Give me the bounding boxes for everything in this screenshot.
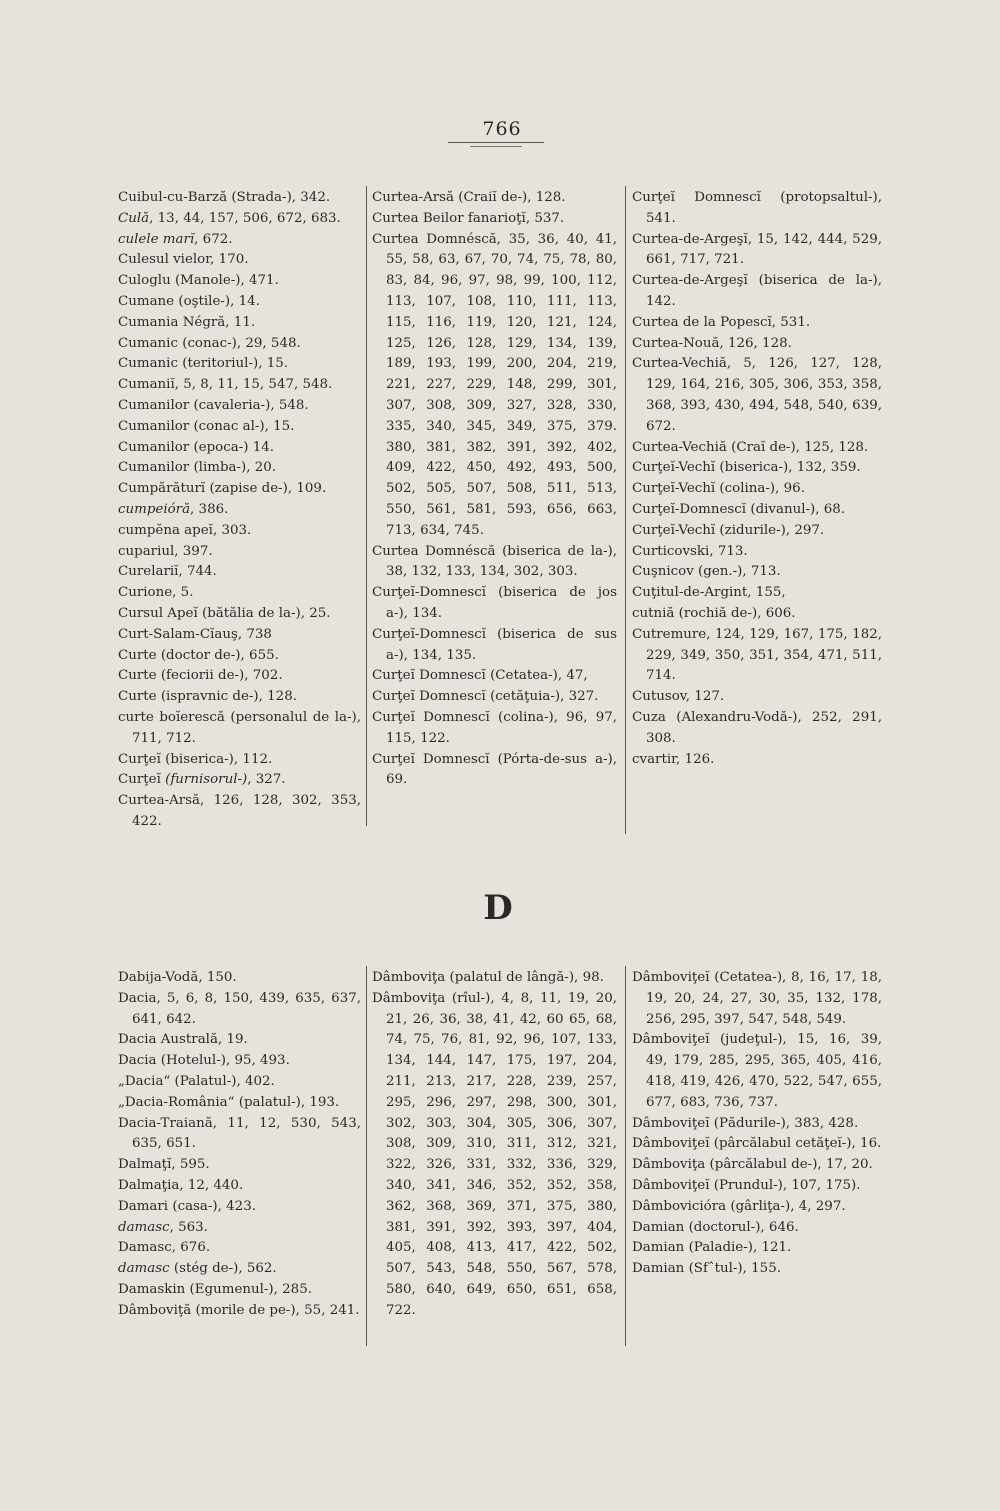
index-entry: Damian (Sfˆtul-), 155.: [632, 1261, 781, 1277]
index-entry: Dacia-Traiană, 11, 12, 530, 543, 635, 651.: [118, 1115, 361, 1152]
index-entry: Curticovski, 713.: [632, 543, 748, 559]
index-entry: culele marĭ, 672.: [118, 231, 233, 247]
index-entry: „Dacia“ (Palatul-), 402.: [118, 1073, 275, 1089]
index-entry: Cutremure, 124, 129, 167, 175, 182, 229, 349, 350, 351, 354, 471, 511, 714.: [632, 626, 882, 684]
index-entry: Curţeĭ Domnescĭ (colina-), 96, 97, 115, 122.: [372, 709, 617, 746]
index-entry: Cutusov, 127.: [632, 689, 725, 705]
index-entry: Curtea-de-Argeşĭ, 15, 142, 444, 529, 661, 717, 721.: [632, 231, 882, 268]
index-entry: Dâmboviţa (palatul de lângă-), 98.: [372, 970, 604, 985]
index-entry: Cumanilor (limba-), 20.: [118, 460, 277, 476]
page-number: 766: [482, 118, 522, 140]
index-entry: Curtea-de-Argeşĭ (biserica de la-), 142.: [632, 273, 882, 309]
index-entry: Damari (casa-), 423.: [118, 1198, 256, 1214]
index-entry: Curţeĭ-Domnescĭ (biserica de jos a-), 134.: [372, 585, 617, 621]
index-entry: „Dacia-România“ (palatul-), 193.: [118, 1094, 340, 1110]
section1-column-2: [372, 188, 617, 791]
section1-column-3: [632, 188, 882, 770]
index-entry: Dacia, 5, 6, 8, 150, 439, 635, 637, 641, 642.: [118, 990, 361, 1027]
index-entry: Cuţitul-de-Argint, 155,: [632, 585, 786, 601]
index-entry: Curtea Beilor fanarioţĭ, 537.: [372, 210, 565, 226]
column-divider: [366, 186, 367, 826]
index-entry: Dacia Australă, 19.: [118, 1032, 248, 1048]
index-entry: Dabija-Vodă, 150.: [118, 970, 237, 985]
index-entry: Curelariĭ, 744.: [118, 564, 217, 580]
column-divider: [625, 966, 626, 1346]
index-entry: Curţeĭ-Vechĭ (biserica-), 132, 359.: [632, 460, 861, 476]
index-entry: Curtea-Vechiă (Craĭ de-), 125, 128.: [632, 439, 869, 455]
index-entry: Dâmboviţa (pârcălabul de-), 17, 20.: [632, 1157, 873, 1173]
index-entry: Curt-Salam-Cĭauş, 738: [118, 626, 272, 642]
index-entry: Curtea-Arsă (Craiĭ de-), 128.: [372, 190, 566, 205]
index-entry: damasc, 563.: [118, 1219, 208, 1235]
index-entry: Curţeĭ (furnisorul-), 327.: [118, 772, 286, 788]
index-entry: Curtea de la Popescĭ, 531.: [632, 314, 811, 330]
index-entry: Curione, 5.: [118, 585, 194, 601]
section2-column-1: [118, 968, 361, 1322]
index-entry: Culă, 13, 44, 157, 506, 672, 683.: [118, 210, 341, 226]
index-entry: Dâmboviţeĭ (Prundul-), 107, 175).: [632, 1177, 861, 1193]
index-entry: Cuşnicov (gen.-), 713.: [632, 564, 781, 580]
index-entry: Cumanilor (conac al-), 15.: [118, 418, 295, 434]
index-entry: cutniă (rochiă de-), 606.: [632, 605, 796, 621]
index-entry: Dalmaţia, 12, 440.: [118, 1177, 244, 1193]
index-entry: Curtea-Arsă, 126, 128, 302, 353, 422.: [118, 793, 361, 829]
section1-column-1: [118, 188, 361, 833]
index-entry: Cumaniĭ, 5, 8, 11, 15, 547, 548.: [118, 377, 333, 393]
page-number-rule-short: [470, 146, 522, 147]
index-entry: Curţeĭ Domnescĭ (Pórta-de-sus a-), 69.: [372, 751, 617, 788]
index-entry: Dâmboviţeĭ (pârcălabul cetăţeĭ-), 16.: [632, 1136, 882, 1152]
column-divider: [625, 186, 626, 834]
index-entry: Curtea-Nouă, 126, 128.: [632, 335, 792, 351]
column-divider: [366, 966, 367, 1346]
index-entry: Culoglu (Manole-), 471.: [118, 273, 279, 289]
index-entry: cvartir, 126.: [632, 751, 715, 767]
index-entry: Dâmboviţeĭ (judeţul-), 15, 16, 39, 49, 179, 285, 295, 365, 405, 416, 418, 419, 426, 470, 522, 547, 655, 677, 683, 736, 737.: [632, 1032, 882, 1110]
index-entry: curte boĭerescă (personalul de la-), 711, 712.: [118, 709, 361, 746]
index-entry: Curte (feciorii de-), 702.: [118, 668, 283, 684]
section2-column-3: [632, 968, 882, 1280]
index-entry: damasc (stég de-), 562.: [118, 1261, 277, 1277]
index-entry: Curte (doctor de-), 655.: [118, 647, 279, 663]
index-entry: Cumpărăturĭ (zapise de-), 109.: [118, 481, 327, 497]
index-entry: Cumanic (teritoriul-), 15.: [118, 356, 289, 372]
index-entry: Curţeĭ (biserica-), 112.: [118, 751, 273, 767]
index-entry: Curte (ispravnic de-), 128.: [118, 689, 297, 705]
index-entry: Dacia (Hotelul-), 95, 493.: [118, 1053, 290, 1069]
index-entry: Curţeĭ-Vechĭ (zidurile-), 297.: [632, 522, 825, 538]
page-number-rule: [448, 142, 544, 143]
index-entry: Curţeĭ Domnescĭ (protopsaltul-), 541.: [632, 190, 882, 226]
index-entry: Curţeĭ-Vechĭ (colina-), 96.: [632, 481, 805, 497]
index-entry: Cumane (oştile-), 14.: [118, 293, 260, 309]
index-entry: cupariul, 397.: [118, 543, 213, 559]
index-entry: Dâmboviţa (rîul-), 4, 8, 11, 19, 20, 21, 26, 36, 38, 41, 42, 60 65, 68, 74, 75, 76, 81, 92, 96, 107, 133, 134, 144, 147, 175, 197, 204, 211, 213, 217, 228, 239, 257, 295, 296, 297, 298, 300, 301, 302, 303, 304, 305, 306, 307, 308, 309, 310, 311, 312, 321, 322, 326, 331, 332, 336, 329, 340, 341, 346, 352, 352, 358, 362, 368, 369, 371, 375, 380, 381, 391, 392, 393, 397, 404, 405, 408, 413, 417, 422, 502, 507, 543, 548, 550, 567, 578, 580, 640, 649, 650, 651, 658, 722.: [372, 990, 617, 1318]
index-entry: Cuibul-cu-Barză (Strada-), 342.: [118, 190, 331, 205]
index-entry: Damian (doctorul-), 646.: [632, 1219, 799, 1235]
section-letter: D: [483, 888, 513, 928]
index-entry: Culesul vielor, 170.: [118, 252, 249, 268]
index-entry: Dâmboviţeĭ (Pădurile-), 383, 428.: [632, 1115, 859, 1131]
index-entry: Cumanilor (cavaleria-), 548.: [118, 397, 309, 413]
index-entry: Curţeĭ Domnescĭ (cetăţuia-), 327.: [372, 689, 599, 705]
index-entry: Cumania Négră, 11.: [118, 314, 256, 330]
index-entry: Damian (Paladie-), 121.: [632, 1240, 792, 1256]
index-entry: Dâmboviţă (morile de pe-), 55, 241.: [118, 1302, 360, 1318]
index-entry: Curtea-Vechiă, 5, 126, 127, 128, 129, 164, 216, 305, 306, 353, 358, 368, 393, 430, 494, 548, 540, 639, 672.: [632, 356, 882, 434]
section2-column-2: [372, 968, 617, 1322]
index-entry: cumpĕna apeĭ, 303.: [118, 522, 252, 538]
index-entry: Damaskin (Egumenul-), 285.: [118, 1281, 312, 1297]
index-entry: cumpeióră, 386.: [118, 501, 229, 517]
index-entry: Damasc, 676.: [118, 1240, 211, 1256]
index-entry: Cumanilor (epoca-) 14.: [118, 439, 275, 455]
index-entry: Dâmboviciόra (gârliţa-), 4, 297.: [632, 1198, 846, 1214]
index-entry: Cumanic (conac-), 29, 548.: [118, 335, 301, 351]
index-entry: Cuza (Alexandru-Vodă-), 252, 291, 308.: [632, 709, 882, 746]
index-entry: Cursul Apeĭ (bătălia de la-), 25.: [118, 605, 331, 621]
index-entry: Curţeĭ-Domnescĭ (divanul-), 68.: [632, 501, 846, 517]
index-entry: Dalmaţĭ, 595.: [118, 1157, 210, 1173]
index-entry: Curtea Domnéscă (biserica de la-), 38, 132, 133, 134, 302, 303.: [372, 543, 617, 580]
index-entry: Curţeĭ-Domnescĭ (biserica de sus a-), 134, 135.: [372, 626, 617, 663]
index-entry: Dâmboviţeĭ (Cetatea-), 8, 16, 17, 18, 19, 20, 24, 27, 30, 35, 132, 178, 256, 295, 397, 547, 548, 549.: [632, 970, 882, 1027]
index-entry: Curtea Domnéscă, 35, 36, 40, 41, 55, 58, 63, 67, 70, 74, 75, 78, 80, 83, 84, 96, 97, 98, 99, 100, 112, 113, 107, 108, 110, 111, 113, 115, 116, 119, 120, 121, 124, 125, 126, 128, 129, 134, 139, 189, 193, 199, 200, 204, 219, 221, 227, 229, 148, 299, 301, 307, 308, 309, 327, 328, 330, 335, 340, 345, 349, 375, 379. 380, 381, 382, 391, 392, 402, 409, 422, 450, 492, 493, 500, 502, 505, 507, 508, 511, 513, 550, 561, 581, 593, 656, 663, 713, 634, 745.: [372, 231, 617, 538]
index-entry: Curţeĭ Domnescĭ (Cetatea-), 47,: [372, 668, 588, 684]
